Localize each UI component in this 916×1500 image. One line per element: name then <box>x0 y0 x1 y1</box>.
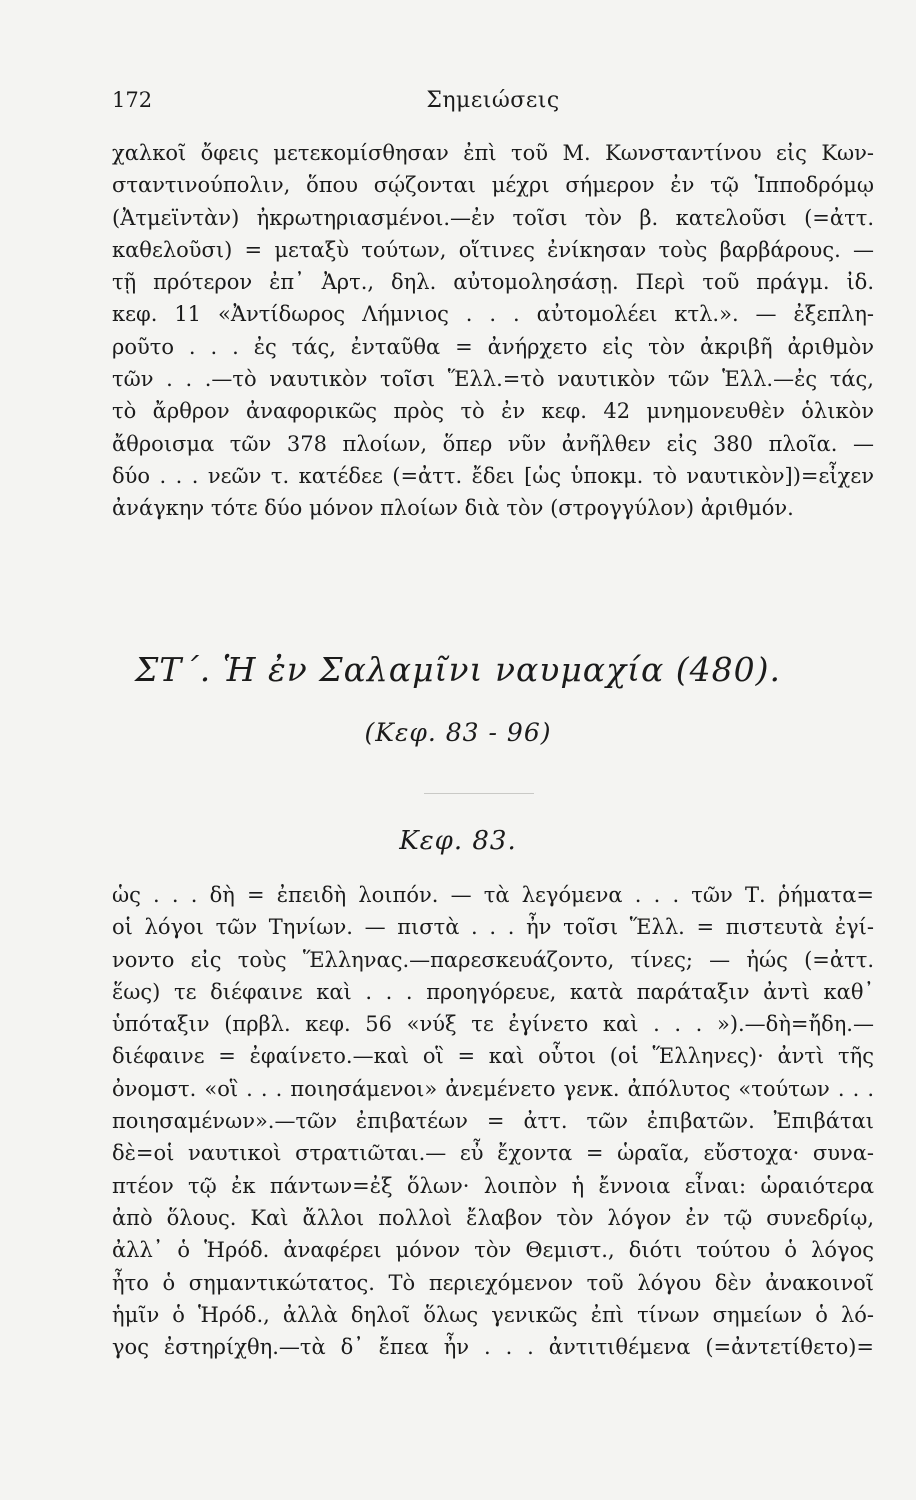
text-line: δύο . . . νεῶν τ. κατέδεε (=ἀττ. ἔδει [ὡς ὑποκμ. τὸ ναυτικὸν])=εἶχεν <box>112 463 874 488</box>
text-line: ἄθροισμα τῶν 378 πλοίων, ὅπερ νῦν ἀνῆλθεν εἰς 380 πλοῖα. — <box>112 431 874 456</box>
text-line: ἀλλ᾽ ὁ Ἡρόδ. ἀναφέρει μόνον τὸν Θεμιστ., διότι τούτου ὁ λόγος <box>112 1238 874 1263</box>
text-line: διέφαινε = ἐφαίνετο.—καὶ οἳ = καὶ οὗτοι (οἱ Ἕλληνες)· ἀντὶ τῆς <box>112 1044 874 1069</box>
text-line: ἦτο ὁ σημαντικώτατος. Τὸ περιεχόμενον τοῦ λόγου δὲν ἀνακοινοῖ <box>112 1270 874 1295</box>
text-line: ποιησαμένων».—τῶν ἐπιβατέων = ἀττ. τῶν ἐπιβατῶν. Ἐπιβάται <box>112 1109 874 1134</box>
running-head: Σημειώσεις <box>426 88 560 113</box>
text-line: ὀνομστ. «οἳ . . . ποιησάμενοι» ἀνεμένετο γενκ. ἀπόλυτος «τούτων . . . <box>112 1076 874 1101</box>
text-line: πτέον τῷ ἐκ πάντων=ἐξ ὅλων· λοιπὸν ἡ ἔννοια εἶναι: ὡραιότερα <box>112 1173 874 1198</box>
notes-paragraph-1 <box>112 137 874 525</box>
text-line: ἕως) τε διέφαινε καὶ . . . προηγόρευε, κατὰ παράταξιν ἀντὶ καθ᾽ <box>112 979 874 1004</box>
text-line: κεφ. 11 «Ἀντίδωρος Λήμνιος . . . αὐτομολέει κτλ.». — ἐξεπλη- <box>112 302 874 327</box>
page-header <box>112 88 874 118</box>
text-line: τὸ ἄρθρον ἀναφορικῶς πρὸς τὸ ἐν κεφ. 42 μνημονευθὲν ὁλικὸν <box>112 399 874 424</box>
text-line: (Ἀτμεϊντὰν) ἠκρωτηριασμένοι.—ἐν τοῖσι τὸν β. κατελοῦσι (=ἀττ. <box>112 205 874 230</box>
text-line: ἀπὸ ὅλους. Καὶ ἄλλοι πολλοὶ ἔλαβον τὸν λόγον ἐν τῷ συνεδρίῳ, <box>112 1205 874 1230</box>
text-line: δὲ=οἱ ναυτικοὶ στρατιῶται.— εὖ ἔχοντα = ὡραῖα, εὔστοχα· συνα- <box>112 1141 874 1166</box>
text-line: ἀνάγκην τότε δύο μόνον πλοίων διὰ τὸν (στρογγύλον) ἀριθμόν. <box>112 496 794 521</box>
text-line: ἡμῖν ὁ Ἡρόδ., ἀλλὰ δηλοῖ ὅλως γενικῶς ἐπὶ τίνων σημείων ὁ λό- <box>112 1302 874 1327</box>
chapter-heading: Κεφ. 83. <box>399 826 517 856</box>
text-line: νοντο εἰς τοὺς Ἕλληνας.—παρεσκευάζοντο, τίνες; — ἠώς (=ἀττ. <box>112 947 874 972</box>
text-line: σταντινούπολιν, ὅπου σῴζονται μέχρι σήμερον ἐν τῷ Ἱπποδρόμῳ <box>112 173 874 198</box>
text-line: οἱ λόγοι τῶν Τηνίων. — πιστὰ . . . ἦν τοῖσι Ἕλλ. = πιστευτὰ ἐγί- <box>112 915 874 940</box>
text-line: ὡς . . . δὴ = ἐπειδὴ λοιπόν. — τὰ λεγόμενα . . . τῶν Τ. ῥήματα= <box>112 883 874 907</box>
notes-paragraph-2 <box>112 879 874 1363</box>
text-line: ὑπόταξιν (πρβλ. κεφ. 56 «νύξ τε ἐγίνετο καὶ . . . »).—δὴ=ἤδη.— <box>112 1012 874 1037</box>
divider <box>424 793 534 794</box>
section-chapter-range: (Κεφ. 83 - 96) <box>364 718 552 747</box>
text-line: γος ἐστηρίχθη.—τὰ δ᾽ ἔπεα ἦν . . . ἀντιτιθέμενα (=ἀντετίθετο)= <box>112 1335 874 1360</box>
text-line: τῶν . . .—τὸ ναυτικὸν τοῖσι Ἕλλ.=τὸ ναυτικὸν τῶν Ἑλλ.—ἐς τάς, <box>112 367 874 392</box>
text-line: χαλκοῖ ὄφεις μετεκομίσθησαν ἐπὶ τοῦ Μ. Κωνσταντίνου εἰς Κων- <box>112 141 874 165</box>
text-line: καθελοῦσι) = μεταξὺ τούτων, οἵτινες ἐνίκησαν τοὺς βαρβάρους. — <box>112 237 874 262</box>
text-line: τῇ πρότερον ἐπ᾽ Ἀρτ., δηλ. αὐτομολησάσῃ. Περὶ τοῦ πράγμ. ἰδ. <box>112 270 874 295</box>
text-line: ροῦτο . . . ἐς τάς, ἐνταῦθα = ἀνήρχετο εἰς τὸν ἀκριβῆ ἀριθμὸν <box>112 334 874 359</box>
section-title: ΣΤ΄. Ἡ ἐν Σαλαμῖνι ναυμαχία (480). <box>134 650 782 689</box>
page-number: 172 <box>112 88 153 112</box>
